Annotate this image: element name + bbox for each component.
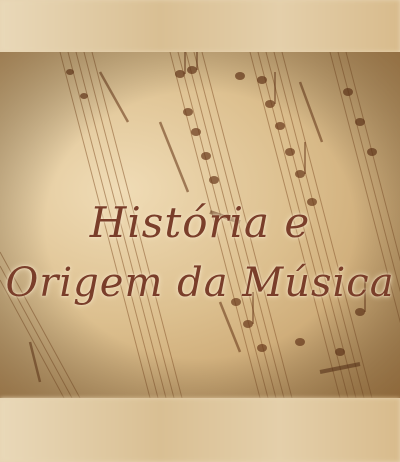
blurred-bottom-band (0, 398, 400, 462)
blurred-top-band (0, 0, 400, 52)
title-line-2: Origem da Música (5, 260, 395, 306)
sheet-music-image (0, 52, 400, 398)
title-line-1: História e (89, 198, 311, 247)
